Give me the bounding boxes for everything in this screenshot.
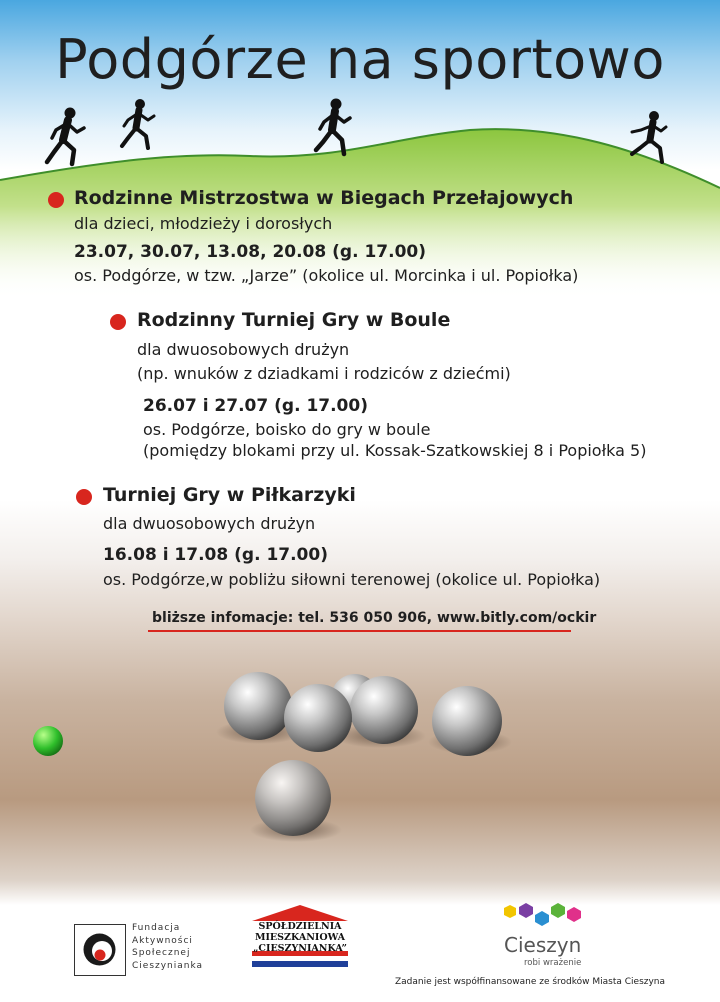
funding-note: Zadanie jest współfinansowane ze środków Miasta Cieszyna: [395, 977, 666, 987]
event-audience: dla dzieci, młodzieży i dorosłych: [74, 214, 333, 233]
foundation-logo-icon: [75, 925, 124, 974]
event-location: os. Podgórze,w pobliżu siłowni terenowej (okolice ul. Popiołka): [103, 570, 601, 589]
city-slogan: robi wrażenie: [524, 958, 582, 968]
contact-underline: [148, 630, 571, 632]
event-dates: 26.07 i 27.07 (g. 17.00): [143, 396, 368, 416]
event-audience-note: (np. wnuków z dziadkami i rodziców z dziećmi): [137, 364, 511, 383]
city-name: Cieszyn: [504, 933, 582, 957]
poster-title: Podgórze na sportowo: [55, 28, 665, 91]
bullet-dot: [76, 489, 92, 505]
foundation-name: Fundacja Aktywności Społecznej Cieszynianka: [132, 923, 204, 971]
event-dates: 16.08 i 17.08 (g. 17.00): [103, 545, 328, 565]
runner-icon: [44, 106, 92, 172]
event-location-note: (pomiędzy blokami przy ul. Kossak-Szatkowskiej 8 i Popiołka 5): [143, 441, 647, 460]
boule-balls-photo: [0, 640, 720, 890]
contact-info: bliższe infomacje: tel. 536 050 906, www.bitly.com/ockir: [152, 610, 597, 626]
event-title: Rodzinne Mistrzostwa w Biegach Przełajowych: [74, 187, 574, 209]
runner-icon: [118, 98, 162, 154]
cieszyn-logo-icon: [502, 903, 584, 933]
cooperative-name: SPÓŁDZIELNIA MIESZKANIOWA „CIESZYNIANKA”: [252, 921, 348, 954]
event-dates: 23.07, 30.07, 13.08, 20.08 (g. 17.00): [74, 242, 426, 262]
event-audience: dla dwuosobowych drużyn: [137, 340, 350, 359]
event-location: os. Podgórze, w tzw. „Jarze” (okolice ul. Morcinka i ul. Popiołka): [74, 266, 579, 285]
runner-icon: [626, 110, 672, 168]
bullet-dot: [48, 192, 64, 208]
event-audience: dla dwuosobowych drużyn: [103, 514, 316, 533]
event-title: Turniej Gry w Piłkarzyki: [103, 484, 356, 506]
bullet-dot: [110, 314, 126, 330]
event-title: Rodzinny Turniej Gry w Boule: [137, 309, 451, 331]
foundation-logo: [74, 924, 126, 976]
runner-icon: [312, 98, 358, 160]
event-location: os. Podgórze, boisko do gry w boule: [143, 420, 431, 439]
